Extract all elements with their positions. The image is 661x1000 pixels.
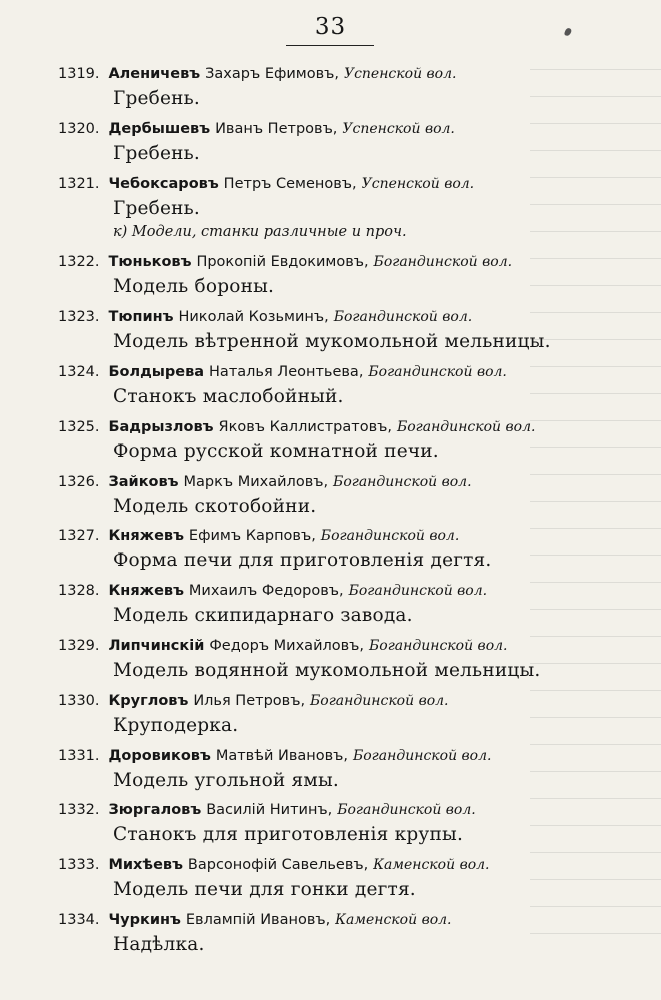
list-item — [58, 305, 558, 360]
entry-item: Модель скипидарнаго завода. — [113, 605, 413, 627]
entry-district: Богандинской вол. — [396, 418, 536, 435]
entry-number: 1322. — [58, 254, 100, 271]
entry-district: Успенской вол. — [361, 175, 475, 192]
list-item — [58, 634, 558, 689]
entry-number: 1327. — [58, 528, 100, 545]
entry-district: Богандинской вол. — [348, 583, 488, 600]
list-item — [58, 415, 558, 470]
list-item — [58, 689, 558, 744]
list-item — [58, 117, 558, 172]
entry-district: Богандинской вол. — [310, 692, 449, 709]
entry-number: 1329. — [58, 637, 100, 654]
entry-item: Модель скотобойни. — [113, 495, 317, 517]
list-item — [58, 744, 558, 799]
entry-surname: Зюргаловъ — [108, 802, 202, 819]
entry-surname: Княжевъ — [108, 528, 184, 545]
entry-number: 1328. — [58, 583, 100, 600]
entry-given-name: Василій Нитинъ, — [206, 802, 333, 819]
entry-number: 1319. — [58, 66, 100, 82]
list-item — [58, 250, 558, 305]
entry-number: 1320. — [58, 120, 100, 137]
entry-item: Форма печи для приготовленія дегтя. — [113, 550, 492, 572]
entry-surname: Зайковъ — [108, 473, 179, 490]
entry-district: Каменской вол. — [335, 911, 452, 928]
entry-surname: Тюньковъ — [108, 254, 192, 271]
entry-given-name: Ефимъ Карповъ, — [188, 528, 316, 545]
list-item — [58, 908, 558, 963]
entry-item: Станокъ для приготовленія крупы. — [113, 824, 464, 846]
list-item — [58, 798, 558, 853]
entry-given-name: Прокопій Евдокимовъ, — [196, 254, 369, 271]
entry-number: 1323. — [58, 309, 100, 326]
entry-item: Надѣлка. — [113, 933, 205, 955]
entry-given-name: Евлампій Ивановъ, — [185, 911, 331, 928]
entry-given-name: Варсонофій Савельевъ, — [187, 857, 369, 874]
entry-district: Каменской вол. — [373, 857, 490, 874]
entry-surname: Княжевъ — [108, 583, 184, 600]
entry-district: Успенской вол. — [342, 120, 455, 137]
entry-district: Богандинской вол. — [373, 254, 513, 271]
entry-item: Гребень. — [113, 197, 201, 219]
entry-given-name: Наталья Леонтьева, — [209, 363, 364, 380]
entry-given-name: Федоръ Михайловъ, — [209, 637, 365, 654]
entry-district: Богандинской вол. — [333, 473, 472, 490]
entry-district: Богандинской вол. — [333, 309, 473, 326]
list-item — [58, 62, 558, 117]
list-item — [58, 470, 558, 525]
entry-item: Модель бороны. — [113, 276, 275, 298]
entry-given-name: Маркъ Михайловъ, — [183, 473, 329, 490]
entry-number: 1324. — [58, 363, 100, 380]
entry-given-name: Петръ Семеновъ, — [223, 175, 357, 192]
entry-number: 1332. — [58, 802, 100, 819]
entry-district: Богандинской вол. — [368, 637, 508, 654]
entry-district: Богандинской вол. — [368, 363, 507, 380]
entry-surname: Тюпинъ — [108, 309, 174, 326]
entry-item: Гребень. — [113, 142, 201, 164]
entry-number: 1326. — [58, 473, 100, 490]
entry-number: 1321. — [58, 175, 100, 192]
entry-item: Форма русской комнатной печи. — [113, 440, 439, 462]
entry-surname: Болдырева — [108, 363, 205, 380]
entry-surname: Михѣевъ — [108, 857, 183, 874]
entry-district: Богандинской вол. — [352, 747, 492, 764]
entry-number: 1325. — [58, 418, 100, 435]
entry-item: Гребень. — [113, 88, 201, 109]
list-item — [58, 853, 558, 908]
entry-item: Модель водянной мукомольной мельницы. — [113, 659, 541, 681]
entry-surname: Аленичевъ — [108, 66, 201, 82]
entry-surname: Липчинскій — [108, 637, 205, 654]
list-item — [58, 360, 558, 415]
entry-given-name: Яковъ Каллистратовъ, — [218, 418, 392, 435]
entry-given-name: Михаилъ Федоровъ, — [188, 583, 344, 600]
entry-item: Модель вѣтренной мукомольной мельницы. — [113, 331, 551, 353]
entry-district: Богандинской вол. — [320, 528, 460, 545]
entry-given-name: Иванъ Петровъ, — [215, 120, 338, 137]
header-rule — [286, 45, 374, 46]
entry-item: Круподерка. — [113, 714, 239, 736]
entry-surname: Чуркинъ — [108, 911, 181, 928]
entry-number: 1334. — [58, 911, 100, 928]
entry-surname: Дербышевъ — [108, 120, 211, 137]
entry-given-name: Матвѣй Ивановъ, — [215, 747, 349, 764]
entry-surname: Кругловъ — [108, 692, 189, 709]
entry-number: 1333. — [58, 857, 100, 874]
entry-number: 1331. — [58, 747, 100, 764]
entry-item: Модель угольной ямы. — [113, 769, 340, 791]
list-item — [58, 579, 558, 634]
entry-given-name: Захаръ Ефимовъ, — [205, 66, 340, 82]
entry-district: Богандинской вол. — [337, 802, 476, 819]
entry-district: Успенской вол. — [343, 66, 457, 82]
entry-given-name: Николай Козьминъ, — [178, 309, 329, 326]
entry-given-name: Илья Петровъ, — [193, 692, 306, 709]
entry-surname: Бадрызловъ — [108, 418, 214, 435]
entry-surname: Чебокcаровъ — [108, 175, 219, 192]
entry-number: 1330. — [58, 692, 100, 709]
entry-item: Станокъ маслобойный. — [113, 385, 344, 407]
entry-item: Модель печи для гонки дегтя. — [113, 879, 416, 901]
list-item — [58, 524, 558, 579]
entry-list — [58, 62, 558, 963]
entry-surname: Доровиковъ — [108, 747, 211, 764]
list-item — [58, 172, 558, 227]
page-number: 33 — [314, 14, 347, 40]
section-heading: к) Модели, станки различные и проч. — [113, 224, 407, 241]
